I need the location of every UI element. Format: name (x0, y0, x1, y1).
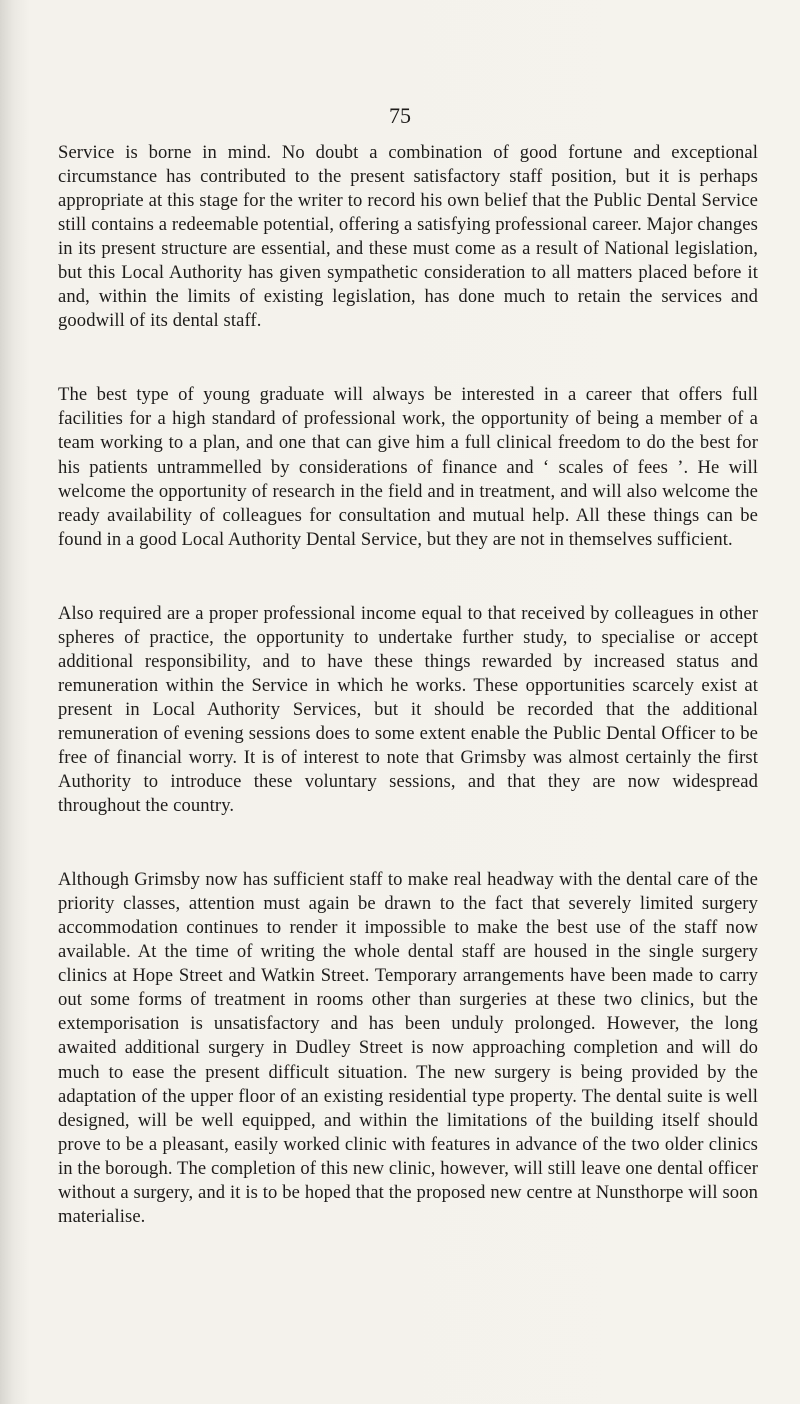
paragraph-professional-income: Also required are a proper professional income equal to that received by colleagues in other spheres of practice, the opportunity to undertake further study, to specialise or accept additional responsibility, and to have these things rewarded by increased status and remuneration within the Service in which he works. These opportunities scarcely exist at present in Local Authority Services, but it should be recorded that the additional remuneration of evening sessions does to some extent enable the Public Dental Officer to be free of financial worry. It is of interest to note that Grimsby was almost certainly the first Authority to introduce these voluntary sessions, and that they are now widespread throughout the country. (58, 602, 758, 817)
paragraph-young-graduate: The best type of young graduate will always be interested in a career that offers full facilities for a high standard of professional work, the opportunity of being a member of a team working to a plan, and one that can give him a full clinical freedom to do the best for his patients untrammelled by considerations of finance and ‘ scales of fees ’. He will welcome the opportunity of research in the field and in treatment, and will also welcome the ready availability of colleagues for consultation and mutual help. All these things can be found in a good Local Authority Dental Service, but they are not in themselves sufficient. (58, 384, 758, 550)
paragraph-surgery-accommodation: Although Grimsby now has sufficient staff to make real headway with the dental care of the priority classes, attention must again be drawn to the fact that severely limited surgery accommodation continues to render it impossible to make the best use of the staff now available. At the time of writing the whole dental staff are housed in the single surgery clinics at Hope Street and Watkin Street. Temporary arrangements have been made to carry out some forms of treatment in rooms other than surgeries at these two clinics, but the extemporisation is unsatisfactory and has been unduly prolonged. However, the long awaited additional surgery in Dudley Street is now approaching completion and will do much to ease the present difficult situation. The new surgery is being provided by the adaptation of the upper floor of an existing residential type property. The dental suite is well designed, will be well equipped, and within the limitations of the building itself should prove to be a pleasant, easily worked clinic with features in advance of the two older clinics in the borough. The completion of this new clinic, however, will still leave one dental officer without a surgery, and it is to be hoped that the proposed new centre at Nunsthorpe will soon materialise. (58, 869, 758, 1227)
body-text (58, 141, 758, 1229)
page-number: 75 (389, 103, 411, 128)
paragraph-staff-position: Service is borne in mind. No doubt a combination of good fortune and exceptional circumstance has contributed to the present satisfactory staff position, but it is perhaps appropriate at this stage for the writer to record his own belief that the Public Dental Service still contains a redeemable potential, offering a satisfying professional career. Major changes in its present structure are essential, and these must come as a result of National legislation, but this Local Authority has given sympathetic consideration to all matters placed before it and, within the limits of existing legislation, has done much to retain the services and goodwill of its dental staff. (58, 142, 758, 332)
